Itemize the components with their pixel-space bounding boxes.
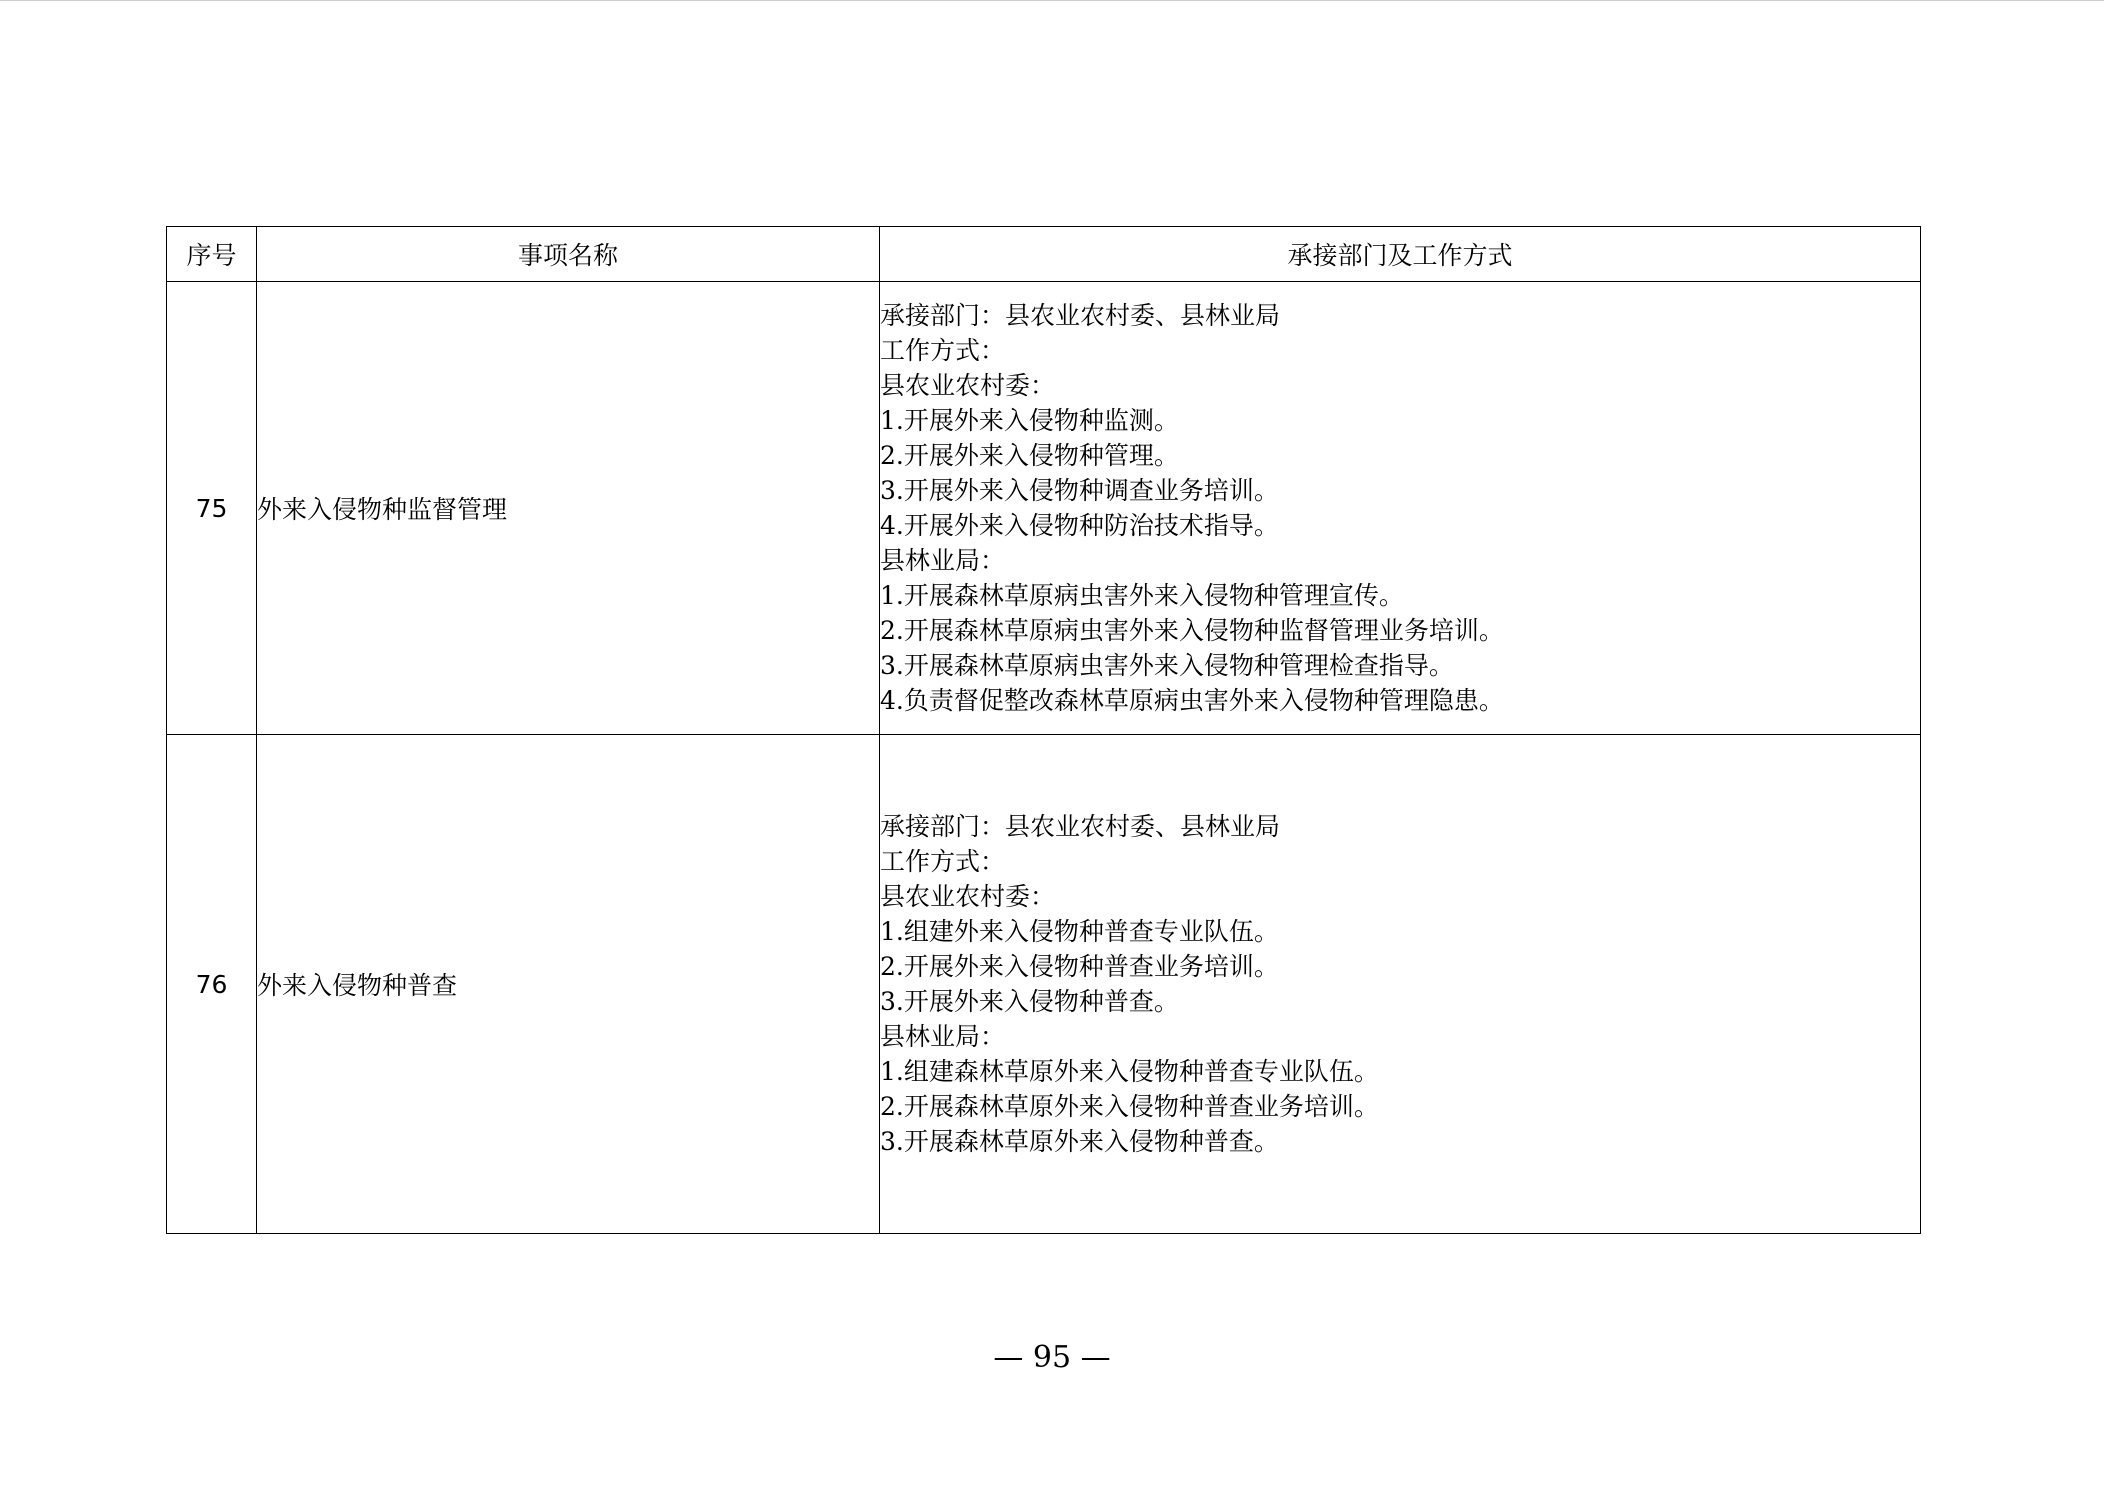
method-line: 1.组建森林草原外来入侵物种普查专业队伍。	[880, 1057, 1379, 1086]
method-line: 1.组建外来入侵物种普查专业队伍。	[880, 917, 1279, 946]
header-item-name: 事项名称	[257, 227, 880, 282]
top-border-line	[0, 0, 2104, 1]
method-line: 县农业农村委：	[880, 371, 1056, 400]
method-line: 1.开展森林草原病虫害外来入侵物种管理宣传。	[880, 581, 1404, 610]
method-line: 3.开展外来入侵物种普查。	[880, 987, 1179, 1016]
method-line: 4.开展外来入侵物种防治技术指导。	[880, 511, 1279, 540]
row-item-name: 外来入侵物种监督管理	[257, 282, 880, 735]
header-department-method: 承接部门及工作方式	[880, 227, 1921, 282]
row-number: 75	[167, 282, 257, 735]
table-header-row	[167, 227, 1921, 282]
method-line: 工作方式：	[880, 847, 1006, 876]
table-row	[167, 735, 1921, 1234]
page-number: — 95 —	[993, 1340, 1111, 1375]
method-line: 2.开展外来入侵物种普查业务培训。	[880, 952, 1279, 981]
method-line: 1.开展外来入侵物种监测。	[880, 406, 1179, 435]
method-line: 3.开展森林草原外来入侵物种普查。	[880, 1127, 1279, 1156]
row-number: 76	[167, 735, 257, 1234]
method-line: 2.开展森林草原病虫害外来入侵物种监督管理业务培训。	[880, 616, 1504, 645]
method-line: 县农业农村委：	[880, 882, 1056, 911]
method-line: 县林业局：	[880, 1022, 1006, 1051]
method-line: 工作方式：	[880, 336, 1006, 365]
method-line: 4.负责督促整改森林草原病虫害外来入侵物种管理隐患。	[880, 686, 1504, 715]
method-line: 县林业局：	[880, 546, 1006, 575]
method-line: 2.开展森林草原外来入侵物种普查业务培训。	[880, 1092, 1379, 1121]
row-method-cell	[880, 735, 1921, 1234]
method-line: 承接部门：县农业农村委、县林业局	[880, 301, 1281, 330]
items-table	[166, 226, 1921, 1234]
header-number: 序号	[167, 227, 257, 282]
method-line: 3.开展外来入侵物种调查业务培训。	[880, 476, 1279, 505]
method-line: 2.开展外来入侵物种管理。	[880, 441, 1179, 470]
table-row	[167, 282, 1921, 735]
row-item-name: 外来入侵物种普查	[257, 735, 880, 1234]
method-line: 3.开展森林草原病虫害外来入侵物种管理检查指导。	[880, 651, 1454, 680]
method-line: 承接部门：县农业农村委、县林业局	[880, 812, 1281, 841]
row-method-cell	[880, 282, 1921, 735]
